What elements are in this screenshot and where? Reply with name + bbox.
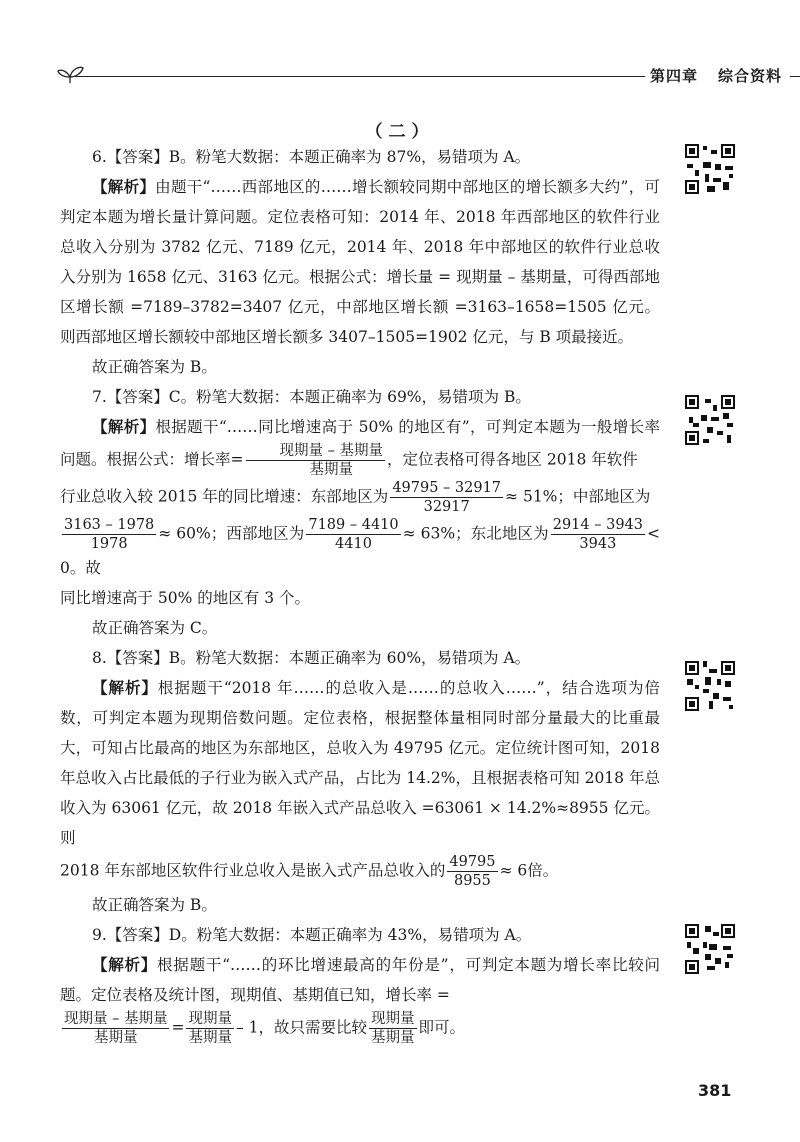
q8-conclusion: 故正确答案为 B。	[92, 896, 217, 914]
q7-line-east: 行业总收入较 2015 年的同比增速：东部地区为 $\frac{49795 - 32917}{32917}$ ≈ 51%；中部地区为	[60, 480, 651, 515]
q8-analysis	[60, 673, 660, 853]
answer-explanations	[60, 142, 660, 1047]
q9-analysis	[60, 950, 660, 1010]
leaf-sprout-icon	[55, 55, 85, 85]
formula-compare: $\frac{\text{现期量}}{\text{基期量}}$	[371, 1011, 415, 1046]
header-rule-right	[790, 76, 800, 77]
q6-conclusion: 故正确答案为 B。	[92, 358, 217, 376]
qr-code-icon	[683, 659, 737, 713]
section-title: （二）	[365, 122, 435, 142]
formula-ratio: $\frac{\text{现期量}}{\text{基期量}}$	[188, 1011, 232, 1046]
analysis-tag: 【解析】	[92, 417, 156, 436]
formula-west: $\frac{7189 - 4410}{4410}$	[308, 517, 399, 552]
formula-east: $\frac{49795 - 32917}{32917}$	[392, 480, 502, 515]
qr-code-icon	[683, 922, 737, 976]
qr-code-icon	[683, 142, 737, 196]
q6-answer-line: 6.【答案】B。粉笔大数据：本题正确率为 87%，易错项为 A。	[92, 148, 531, 166]
formula-growth-rate-1: $\frac{\text{现期量 – 基期量}}{\text{基期量}}$	[64, 1011, 168, 1046]
formula-growth-rate: $\frac{\text{现期量 – 基期量}}{\text{基期量}}$	[246, 442, 385, 479]
analysis-tag: 【解析】	[92, 678, 158, 697]
analysis-tag: 【解析】	[92, 177, 156, 196]
q8-last-line: 2018 年东部地区软件行业总收入是嵌入式产品总收入的 $\frac{49795}{8955}$ ≈ 6倍。	[60, 854, 559, 889]
q9-analysis-text: 根据题干“……的环比增速最高的年份是”，可判定本题为增长率比较问题。定位表格及统计图，现期值、基期值已知，增长率 =	[60, 956, 660, 1004]
q7-analysis	[60, 412, 660, 479]
page-number: 381	[698, 1081, 732, 1100]
chapter-title: 综合资料	[718, 67, 783, 85]
formula-multiple: $\frac{49795}{8955}$	[449, 854, 496, 889]
formula-middle: $\frac{3163 - 1978}{1978}$	[64, 517, 155, 552]
qr-code-icon	[683, 393, 737, 447]
q7-conclusion: 故正确答案为 C。	[92, 619, 218, 637]
q8-answer-line: 8.【答案】B。粉笔大数据：本题正确率为 60%，易错项为 A。	[92, 649, 531, 667]
q7-analysis-text-a: 根据题干“……同比增速高于 50% 的地区有”，可判定本题为一般增长率问题。根据公式：增长率=	[60, 418, 660, 469]
formula-northeast: $\frac{2914 - 3943}{3943}$	[552, 517, 643, 552]
q7-line-count: 同比增速高于 50% 的地区有 3 个。	[60, 589, 311, 607]
q9-formula-line: $\frac{\text{现期量 – 基期量}}{\text{基期量}}$ = $\frac{\text{现期量}}{\text{基期量}}$ – 1，故只需要比较 $\frac{\text{现期量}}{\text{基期量}}$ 即可。	[64, 1011, 466, 1046]
chapter-label: 第四章	[650, 67, 699, 85]
analysis-tag: 【解析】	[92, 955, 158, 974]
q7-analysis-text-b: ，定位表格可得各地区 2018 年软件	[386, 450, 638, 469]
q8-analysis-text: 根据题干“2018 年……的总收入是……的总收入……”，结合选项为倍数，可判定本题为现期倍数问题。定位表格，根据整体量相同时部分量最大的比重最大，可知占比最高的地区为东部地区，总收入为 49795 亿元。定位统计图可知，2018 年总收入占比最低的子行业为嵌入式产品，占比为 14.2%，且根据表格可知 2018 年总收入为 63061 亿元，故 2018 年嵌入式产品总收入 =63061 × 14.2%≈8955 亿元。则	[60, 679, 660, 847]
q6-analysis	[60, 172, 660, 352]
running-header	[55, 55, 795, 95]
q6-analysis-text: 由题干“……西部地区的……增长额较同期中部地区的增长额多大约”，可判定本题为增长量计算问题。定位表格可知：2014 年、2018 年西部地区的软件行业总收入分别为 3782 亿元、7189 亿元，2014 年、2018 年中部地区的软件行业总收入分别为 1658 亿元、3163 亿元。根据公式：增长量 = 现期量 – 基期量，可得西部地区增长额 =7189–3782=3407 亿元，中部地区增长额 =3163–1658=1505 亿元。则西部地区增长额较中部地区增长额多 3407–1505=1902 亿元，与 B 项最接近。	[60, 178, 660, 346]
header-rule-left	[75, 76, 645, 77]
q9-answer-line: 9.【答案】D。粉笔大数据：本题正确率为 43%，易错项为 A。	[92, 926, 532, 944]
q7-answer-line: 7.【答案】C。粉笔大数据：本题正确率为 69%，易错项为 B。	[92, 388, 531, 406]
q7-line-regions: $\frac{3163 - 1978}{1978}$ ≈ 60%；西部地区为 $\frac{7189 - 4410}{4410}$ ≈ 63%；东北地区为 $\frac{2914 - 3943}{3943}$ < 0。故	[60, 517, 660, 577]
